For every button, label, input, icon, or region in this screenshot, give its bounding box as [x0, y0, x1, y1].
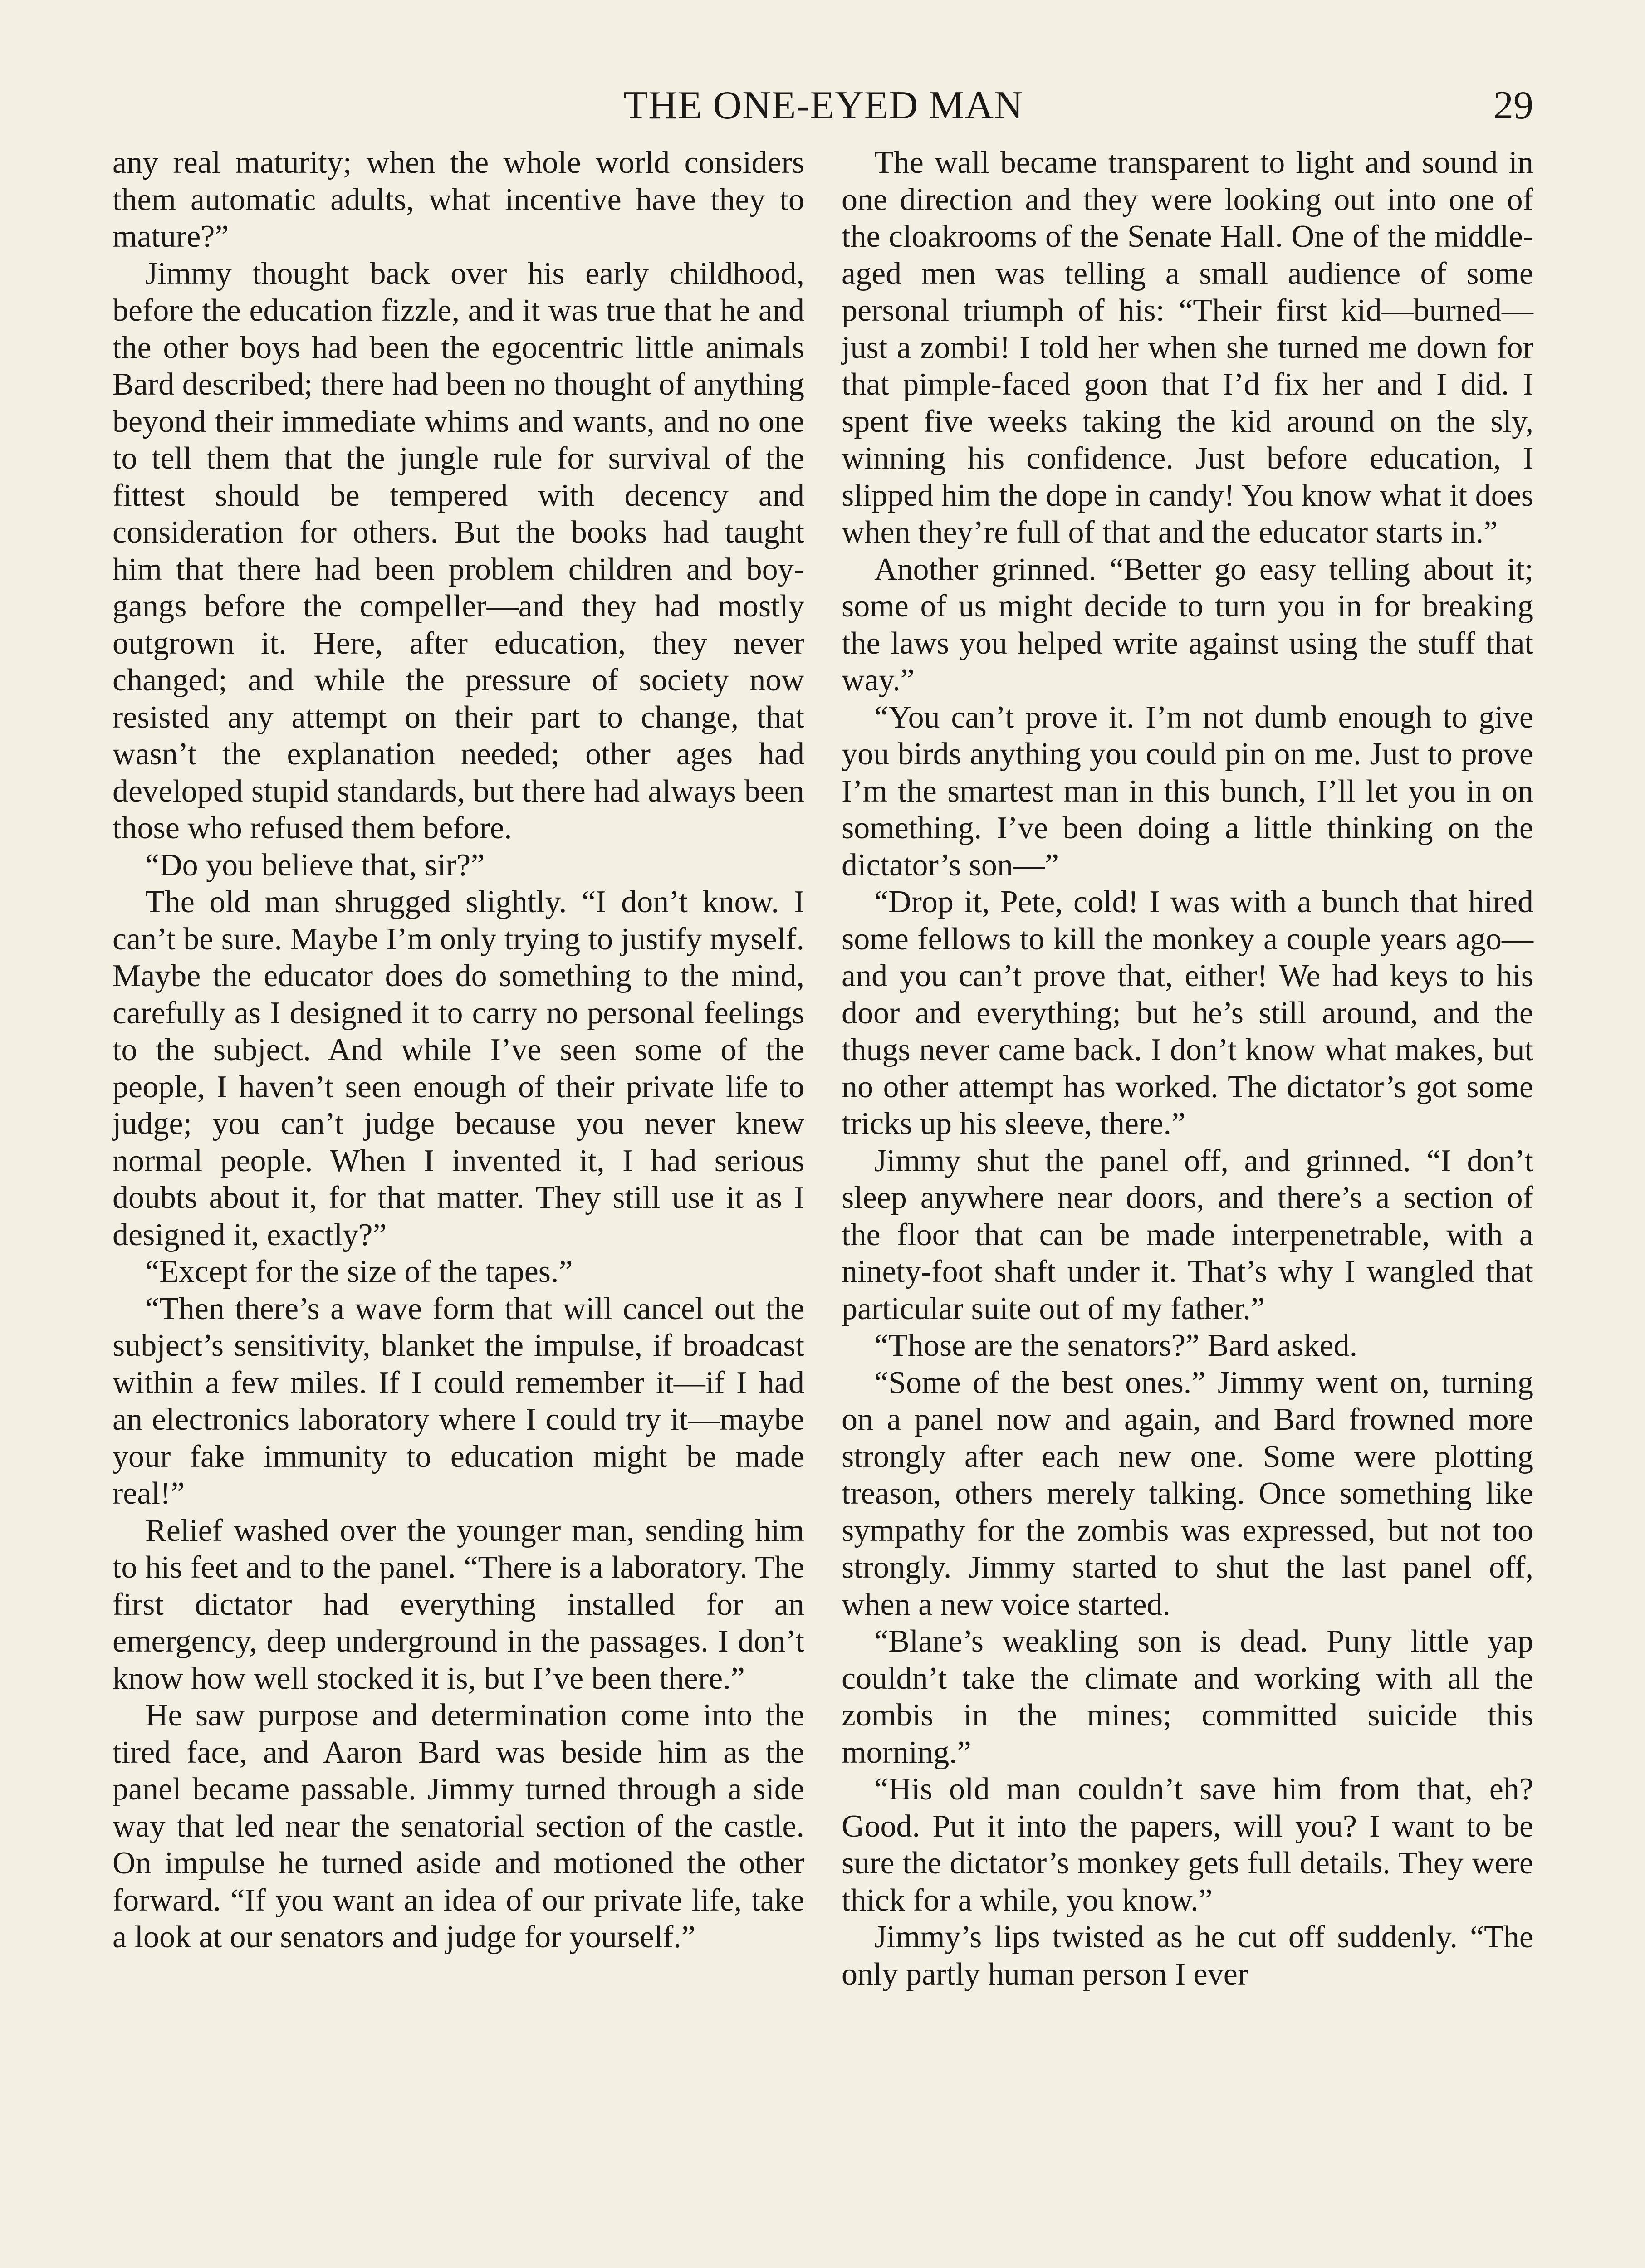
paragraph: “You can’t prove it. I’m not dumb enough to give you birds anything you could pin on me. Just to prove I’m the smartest man in this bunch, I’ll let you in on something. I’ve been doing a little thinking on the dictator’s son—”: [842, 699, 1533, 883]
paragraph: Jimmy thought back over his early childhood, before the education fizzle, and it was true that he and the other boys had been the egocentric little animals Bard described; there had been no thought of anything beyond their immediate whims and wants, and no one to tell them that the jungle rule for survival of the fittest should be tempered with decency and consideration for others. But the books had taught him that there had been problem children and boy-gangs before the compeller—and they had mostly outgrown it. Here, after education, they never changed; and while the pressure of society now resisted any attempt on their part to change, that wasn’t the explanation needed; other ages had developed stupid standards, but there had always been those who refused them before.: [113, 256, 804, 846]
paragraph: Jimmy’s lips twisted as he cut off suddenly. “The only partly human person I ever: [842, 1920, 1533, 1992]
paragraph: “Those are the senators?” Bard asked.: [874, 1328, 1358, 1363]
paragraph: any real maturity; when the whole world considers them automatic adults, what incentive have they to mature?”: [113, 145, 804, 254]
paragraph: Another grinned. “Better go easy telling about it; some of us might decide to turn you in for breaking the laws you helped write against using the stuff that way.”: [842, 552, 1533, 698]
paragraph: The wall became transparent to light and sound in one direction and they were looking out into one of the cloakrooms of the Senate Hall. One of the middle-aged men was telling a small audience of some personal triumph of his: “Their first kid—burned—just a zombi! I told her when she turned me down for that pimple-faced goon that I’d fix her and I did. I spent five weeks taking the kid around on the sly, winning his confidence. Just before education, I slipped him the dope in candy! You know what it does when they’re full of that and the educator starts in.”: [842, 145, 1533, 550]
paragraph: “Blane’s weakling son is dead. Puny little yap couldn’t take the climate and working with all the zombis in the mines; committed suicide this morning.”: [842, 1624, 1533, 1770]
paragraph: “Some of the best ones.” Jimmy went on, turning on a panel now and again, and Bard frowned more strongly after each new one. Some were plotting treason, others merely talking. Once something like sympathy for the zombis was expressed, but not too strongly. Jimmy started to shut the last panel off, when a new voice started.: [842, 1365, 1533, 1622]
left-text-column: [113, 144, 804, 1956]
paragraph: The old man shrugged slightly. “I don’t know. I can’t be sure. Maybe I’m only trying to justify myself. Maybe the educator does do something to the mind, carefully as I designed it to carry no personal feelings to the subject. And while I’ve seen some of the people, I haven’t seen enough of their private life to judge; you can’t judge because you never knew normal people. When I invented it, I had serious doubts about it, for that matter. They still use it as I designed it, exactly?”: [113, 885, 804, 1252]
paragraph: Relief washed over the younger man, sending him to his feet and to the panel. “There is a laboratory. The first dictator had everything installed for an emergency, deep underground in the passages. I don’t know how well stocked it is, but I’ve been there.”: [113, 1513, 804, 1696]
paragraph: “His old man couldn’t save him from that, eh? Good. Put it into the papers, will you? I want to be sure the dictator’s monkey gets full details. They were thick for a while, you know.”: [842, 1772, 1533, 1918]
page-number: 29: [1493, 83, 1533, 127]
right-text-column: [842, 144, 1533, 1993]
paragraph: “Drop it, Pete, cold! I was with a bunch that hired some fellows to kill the monkey a couple years ago—and you can’t prove that, either! We had keys to his door and everything; but he’s still around, and the thugs never came back. I don’t know what makes, but no other attempt has worked. The dictator’s got some tricks up his sleeve, there.”: [842, 885, 1533, 1141]
running-title: THE ONE-EYED MAN: [623, 83, 1023, 127]
paragraph: He saw purpose and determination come into the tired face, and Aaron Bard was beside him as the panel became passable. Jimmy turned through a side way that led near the senatorial section of the castle. On impulse he turned aside and motioned the other forward. “If you want an idea of our private life, take a look at our senators and judge for yourself.”: [113, 1698, 804, 1955]
paragraph: “Except for the size of the tapes.”: [145, 1254, 573, 1289]
paragraph: “Then there’s a wave form that will cancel out the subject’s sensitivity, blanket the impulse, if broadcast within a few miles. If I could remember it—if I had an electronics laboratory where I could try it—maybe your fake immunity to education might be made real!”: [113, 1291, 804, 1511]
paragraph: “Do you believe that, sir?”: [145, 847, 485, 883]
running-header: [113, 81, 1533, 131]
paragraph: Jimmy shut the panel off, and grinned. “I don’t sleep anywhere near doors, and there’s a section of the floor that can be made interpenetrable, with a ninety-foot shaft under it. That’s why I wangled that particular suite out of my father.”: [842, 1143, 1533, 1326]
